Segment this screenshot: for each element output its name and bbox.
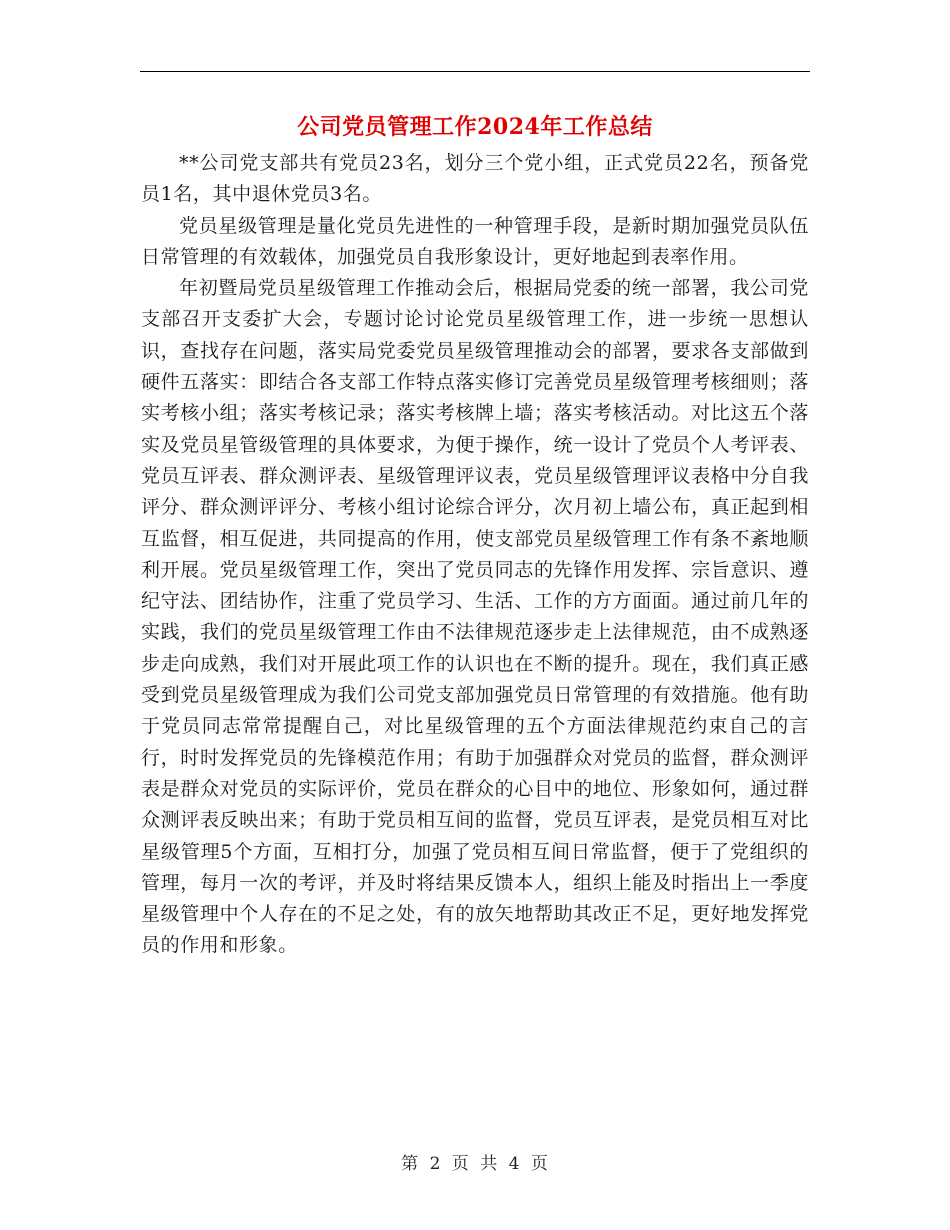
header-rule (140, 71, 810, 72)
paragraph-star-management-intro: 党员星级管理是量化党员先进性的一种管理手段，是新时期加强党员队伍日常管理的有效载体，加强党员自我形象设计，更好地起到表率作用。 (141, 214, 809, 268)
paragraph-implementation-details: 年初暨局党员星级管理工作推动会后，根据局党委的统一部署，我公司党支部召开支委扩大会，专题讨论讨论党员星级管理工作，进一步统一思想认识，查找存在问题，落实局党委党员星级管理推动会的部署，要求各支部做到硬件五落实：即结合各支部工作特点落实修订完善党员星级管理考核细则；落实考核小组；落实考核记录；落实考核牌上墙；落实考核活动。对比这五个落实及党员星管级管理的具体要求，为便于操作，统一设计了党员个人考评表、党员互评表、群众测评表、星级管理评议表，党员星级管理评议表格中分自我评分、群众测评评分、考核小组讨论综合评分，次月初上墙公布，真正起到相互监督，相互促进，共同提高的作用，使支部党员星级管理工作有条不紊地顺利开展。党员星级管理工作，突出了党员同志的先锋作用发挥、宗旨意识、遵纪守法、团结协作，注重了党员学习、生活、工作的方方面面。通过前几年的实践，我们的党员星级管理工作由不法律规范逐步走上法律规范，由不成熟逐步走向成熟，我们对开展此项工作的认识也在不断的提升。现在，我们真正感受到党员星级管理成为我们公司党支部加强党员日常管理的有效措施。他有助于党员同志常常提醒自己，对比星级管理的五个方面法律规范约束自己的言行，时时发挥党员的先锋模范作用；有助于加强群众对党员的监督，群众测评表是群众对党员的实际评价，党员在群众的心目中的地位、形象如何，通过群众测评表反映出来；有助于党员相互间的监督，党员互评表，是党员相互对比星级管理5个方面，互相打分，加强了党员相互间日常监督，便于了党组织的管理，每月一次的考评，并及时将结果反馈本人，组织上能及时指出上一季度星级管理中个人存在的不足之处，有的放矢地帮助其改正不足，更好地发挥党员的作用和形象。 (141, 277, 809, 957)
document-body (141, 148, 809, 962)
paragraph-membership-summary: **公司党支部共有党员23名，划分三个党小组，正式党员22名，预备党员1名，其中退休党员3名。 (141, 152, 809, 206)
page-number-footer: 第 2 页 共 4 页 (401, 1154, 549, 1174)
document-title: 公司党员管理工作2024年工作总结 (297, 114, 653, 140)
